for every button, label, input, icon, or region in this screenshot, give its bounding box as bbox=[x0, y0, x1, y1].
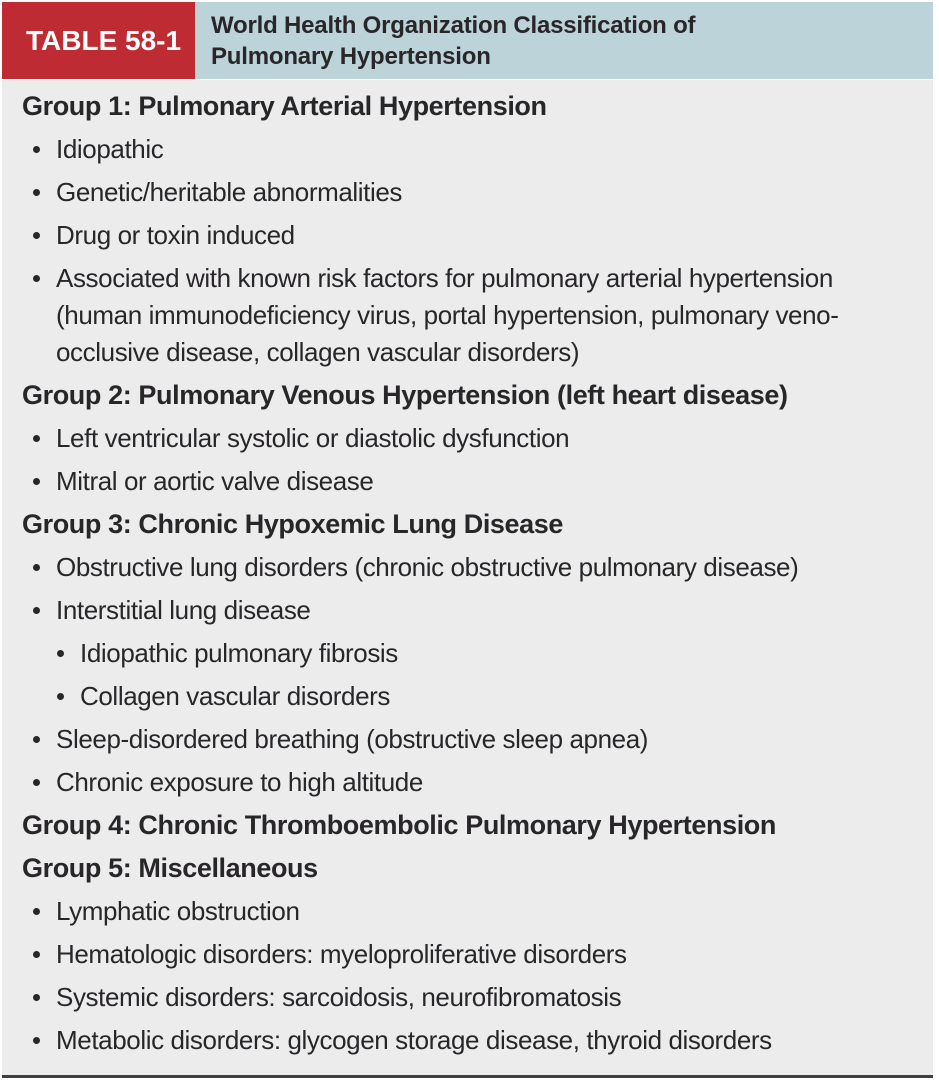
list-item bbox=[33, 460, 909, 503]
group-heading: Group 1: Pulmonary Arterial Hypertension bbox=[22, 91, 547, 121]
who-classification-table bbox=[2, 2, 933, 1078]
bullet-icon bbox=[33, 564, 40, 571]
list-item bbox=[33, 417, 909, 460]
group-heading: Group 3: Chronic Hypoxemic Lung Disease bbox=[22, 509, 564, 539]
list-item bbox=[33, 546, 909, 589]
list-item bbox=[33, 933, 909, 976]
list-item bbox=[33, 1019, 909, 1062]
list-item-text: Chronic exposure to high altitude bbox=[56, 767, 423, 797]
bullet-icon bbox=[33, 994, 40, 1001]
list-item-text: Genetic/heritable abnormalities bbox=[56, 177, 403, 207]
bullet-icon bbox=[57, 693, 64, 700]
list-item-text: Idiopathic pulmonary fibrosis bbox=[80, 638, 398, 668]
table-header bbox=[2, 2, 933, 79]
list-item-text: Collagen vascular disorders bbox=[80, 681, 391, 711]
bullet-icon bbox=[33, 275, 40, 282]
bullet-icon bbox=[33, 435, 40, 442]
table-number-label: TABLE 58-1 bbox=[2, 2, 195, 79]
bullet-icon bbox=[33, 146, 40, 153]
list-item bbox=[33, 589, 909, 632]
sub-list-item bbox=[57, 632, 909, 675]
bullet-icon bbox=[33, 189, 40, 196]
group-heading: Group 5: Miscellaneous bbox=[22, 853, 318, 883]
list-item-text: Metabolic disorders: glycogen storage disease, thyroid disorders bbox=[56, 1025, 772, 1055]
list-item-text: Obstructive lung disorders (chronic obstructive pulmonary disease) bbox=[56, 552, 799, 582]
list-item bbox=[33, 761, 909, 804]
list-item-text: Drug or toxin induced bbox=[56, 220, 295, 250]
list-item-text: Lymphatic obstruction bbox=[56, 896, 300, 926]
bullet-icon bbox=[33, 232, 40, 239]
table-title: World Health Organization Classification of Pulmonary Hypertension bbox=[195, 2, 933, 79]
table-body bbox=[2, 80, 933, 1078]
group-heading: Group 2: Pulmonary Venous Hypertension (left heart disease) bbox=[22, 380, 788, 410]
list-item-text: Idiopathic bbox=[56, 134, 164, 164]
list-item bbox=[33, 890, 909, 933]
list-item bbox=[33, 128, 909, 171]
list-item-text: Hematologic disorders: myeloproliferative disorders bbox=[56, 939, 627, 969]
list-item bbox=[33, 214, 909, 257]
list-item-text: Sleep-disordered breathing (obstructive sleep apnea) bbox=[56, 724, 649, 754]
list-item-text: Mitral or aortic valve disease bbox=[56, 466, 374, 496]
bullet-icon bbox=[33, 908, 40, 915]
list-item bbox=[33, 171, 909, 214]
list-item bbox=[33, 976, 909, 1019]
list-item bbox=[33, 718, 909, 761]
list-item-text: Associated with known risk factors for pulmonary arterial hypertension (human immunodeficiency virus, portal hypertension, pulmonary veno-occlusive disease, collagen vascular disorders) bbox=[56, 263, 839, 367]
bullet-icon bbox=[33, 607, 40, 614]
list-item-text: Systemic disorders: sarcoidosis, neurofibromatosis bbox=[56, 982, 622, 1012]
group-heading: Group 4: Chronic Thromboembolic Pulmonary Hypertension bbox=[22, 810, 776, 840]
bullet-icon bbox=[33, 736, 40, 743]
bullet-icon bbox=[33, 1037, 40, 1044]
list-item-text: Left ventricular systolic or diastolic dysfunction bbox=[56, 423, 570, 453]
list-item-text: Interstitial lung disease bbox=[56, 595, 311, 625]
bullet-icon bbox=[57, 650, 64, 657]
bullet-icon bbox=[33, 779, 40, 786]
bullet-icon bbox=[33, 951, 40, 958]
sub-list-item bbox=[57, 675, 909, 718]
bullet-icon bbox=[33, 478, 40, 485]
list-item bbox=[33, 257, 909, 374]
